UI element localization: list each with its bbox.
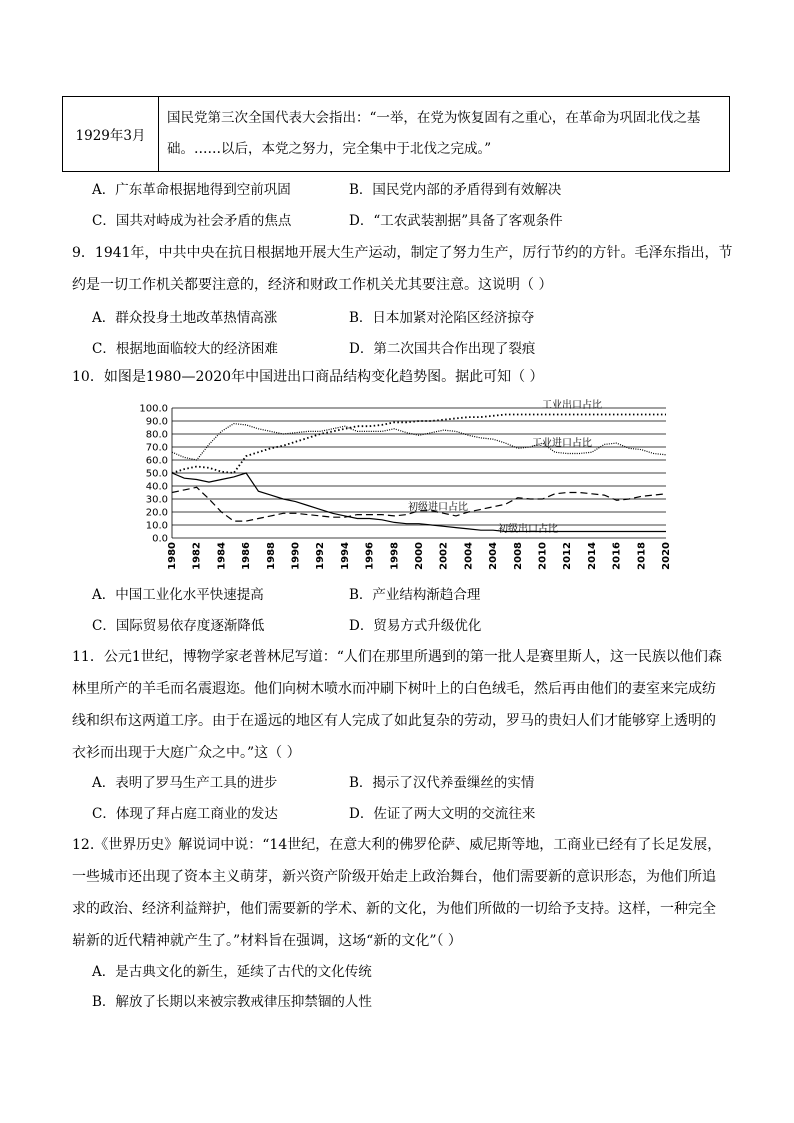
label-industrial-import: 工业进口占比: [532, 438, 592, 449]
y-tick-label: 60.0: [145, 455, 168, 467]
q8-option-a[interactable]: A．广东革命根据地得到空前巩固: [92, 182, 291, 198]
q8-table: [62, 96, 730, 172]
y-tick-label: 0.0: [152, 533, 168, 545]
q11-option-b[interactable]: B．揭示了汉代养蚕缫丝的实情: [349, 775, 535, 791]
q11-option-a[interactable]: A．表明了罗马生产工具的进步: [92, 775, 278, 791]
x-tick-label: 1996: [364, 542, 376, 570]
q11-option-c[interactable]: C．体现了拜占庭工商业的发达: [92, 806, 278, 822]
x-tick-label: 2016: [611, 542, 623, 570]
q11-stem-line1: 11．公元1世纪，博物学家老普林尼写道：“人们在那里所遇到的第一批人是赛里斯人，这一民族以他们森: [72, 649, 722, 665]
q9-stem-line1: 9．1941年，中共中央在抗日根据地开展大生产运动，制定了努力生产，厉行节约的方针。毛泽东指出，节: [72, 245, 733, 261]
q10-option-a[interactable]: A．中国工业化水平快速提高: [92, 587, 264, 603]
q8-option-b[interactable]: B．国民党内部的矛盾得到有效解决: [349, 182, 562, 198]
q11-stem-line4: 衣衫而出现于大庭广众之中。”这（ ）: [72, 745, 301, 761]
q8-option-d[interactable]: D．“工农武装割据”具备了客观条件: [349, 213, 563, 229]
q10-option-c[interactable]: C．国际贸易依存度逐渐降低: [92, 618, 265, 634]
x-tick-label: 1992: [315, 542, 327, 570]
q9-option-d[interactable]: D．第二次国共合作出现了裂痕: [349, 341, 536, 357]
y-tick-label: 20.0: [145, 507, 168, 519]
x-tick-label: 2002: [438, 542, 450, 570]
x-tick-label: 2000: [414, 542, 425, 570]
q8-quote: 国民党第三次全国代表大会指出：“一举，在党为恢复固有之重心，在革命为巩固北伐之基础。……以后，本党之努力，完全集中于北伐之完成。”: [159, 97, 730, 172]
x-tick-label: 2004: [488, 542, 500, 570]
x-tick-label: 1988: [265, 542, 277, 570]
q9-option-b[interactable]: B．日本加紧对沦陷区经济掠夺: [349, 310, 535, 326]
chart-y-ticks: [139, 404, 168, 545]
q12-stem-line1: 12.《世界历史》解说词中说：“14世纪，在意大利的佛罗伦萨、威尼斯等地，工商业已经有了长足发展，: [72, 837, 722, 853]
q9-stem-line2: 约是一切工作机关都要注意的，经济和财政工作机关尤其要注意。这说明（ ）: [72, 277, 553, 293]
x-tick-label: 2008: [512, 542, 524, 570]
x-tick-label: 2018: [636, 542, 648, 570]
x-tick-label: 2004: [463, 542, 475, 570]
y-tick-label: 30.0: [145, 494, 168, 506]
chart-x-ticks: [167, 542, 672, 570]
x-tick-label: 1994: [339, 542, 351, 570]
x-tick-label: 1990: [290, 542, 302, 570]
y-tick-label: 40.0: [145, 481, 168, 493]
q10-option-d[interactable]: D．贸易方式升级优化: [349, 618, 482, 634]
x-tick-label: 2014: [586, 542, 598, 570]
chart-series-labels: [408, 398, 602, 535]
q12-option-b[interactable]: B．解放了长期以来被宗教戒律压抑禁锢的人性: [92, 994, 372, 1010]
x-tick-label: 1986: [241, 542, 253, 570]
q8-option-c[interactable]: C．国共对峙成为社会矛盾的焦点: [92, 213, 292, 229]
q10-option-b[interactable]: B．产业结构渐趋合理: [349, 587, 481, 603]
label-industrial-export: 工业出口占比: [542, 400, 602, 411]
y-tick-label: 70.0: [145, 442, 168, 454]
q8-date: 1929年3月: [63, 97, 159, 172]
q11-stem-line2: 林里所产的羊毛而名震遐迩。他们向树木喷水而冲刷下树叶上的白色绒毛，然后再由他们的妻室来完成纺: [72, 681, 716, 697]
trade-structure-chart: [118, 396, 678, 576]
x-tick-label: 1980: [167, 542, 178, 570]
x-tick-label: 1998: [389, 542, 401, 570]
q12-stem-line3: 求的政治、经济利益辩护，他们需要新的学术、新的文化，为他们所做的一切给予支持。这样，一种完全: [72, 901, 716, 917]
q12-option-a[interactable]: A．是古典文化的新生，延续了古代的文化传统: [92, 964, 372, 980]
y-tick-label: 90.0: [145, 416, 168, 428]
y-tick-label: 50.0: [145, 468, 168, 480]
x-tick-label: 2012: [562, 542, 574, 570]
q9-option-c[interactable]: C．根据地面临较大的经济困难: [92, 341, 278, 357]
x-tick-label: 2010: [537, 542, 549, 570]
x-tick-label: 2020: [661, 542, 672, 570]
y-tick-label: 10.0: [145, 520, 168, 532]
q12-stem-line4: 崭新的近代精神就产生了。”材料旨在强调，这场“新的文化”（ ）: [72, 933, 462, 949]
label-primary-import: 初级进口占比: [408, 502, 468, 513]
q11-stem-line3: 线和织布这两道工序。由于在遥远的地区有人完成了如此复杂的劳动，罗马的贵妇人们才能够穿上透明的: [72, 713, 716, 729]
x-tick-label: 1984: [216, 542, 228, 570]
q11-option-d[interactable]: D．佐证了两大文明的交流往来: [349, 806, 536, 822]
q12-stem-line2: 一些城市还出现了资本主义萌芽，新兴资产阶级开始走上政治舞台，他们需要新的意识形态，为他们所追: [72, 869, 716, 885]
label-primary-export: 初级出口占比: [498, 524, 558, 535]
y-tick-label: 100.0: [139, 403, 168, 415]
y-tick-label: 80.0: [145, 429, 168, 441]
x-tick-label: 1982: [191, 542, 203, 570]
q10-stem: 10．如图是1980—2020年中国进出口商品结构变化趋势图。据此可知（ ）: [72, 369, 544, 385]
q9-option-a[interactable]: A．群众投身土地改革热情高涨: [92, 310, 278, 326]
